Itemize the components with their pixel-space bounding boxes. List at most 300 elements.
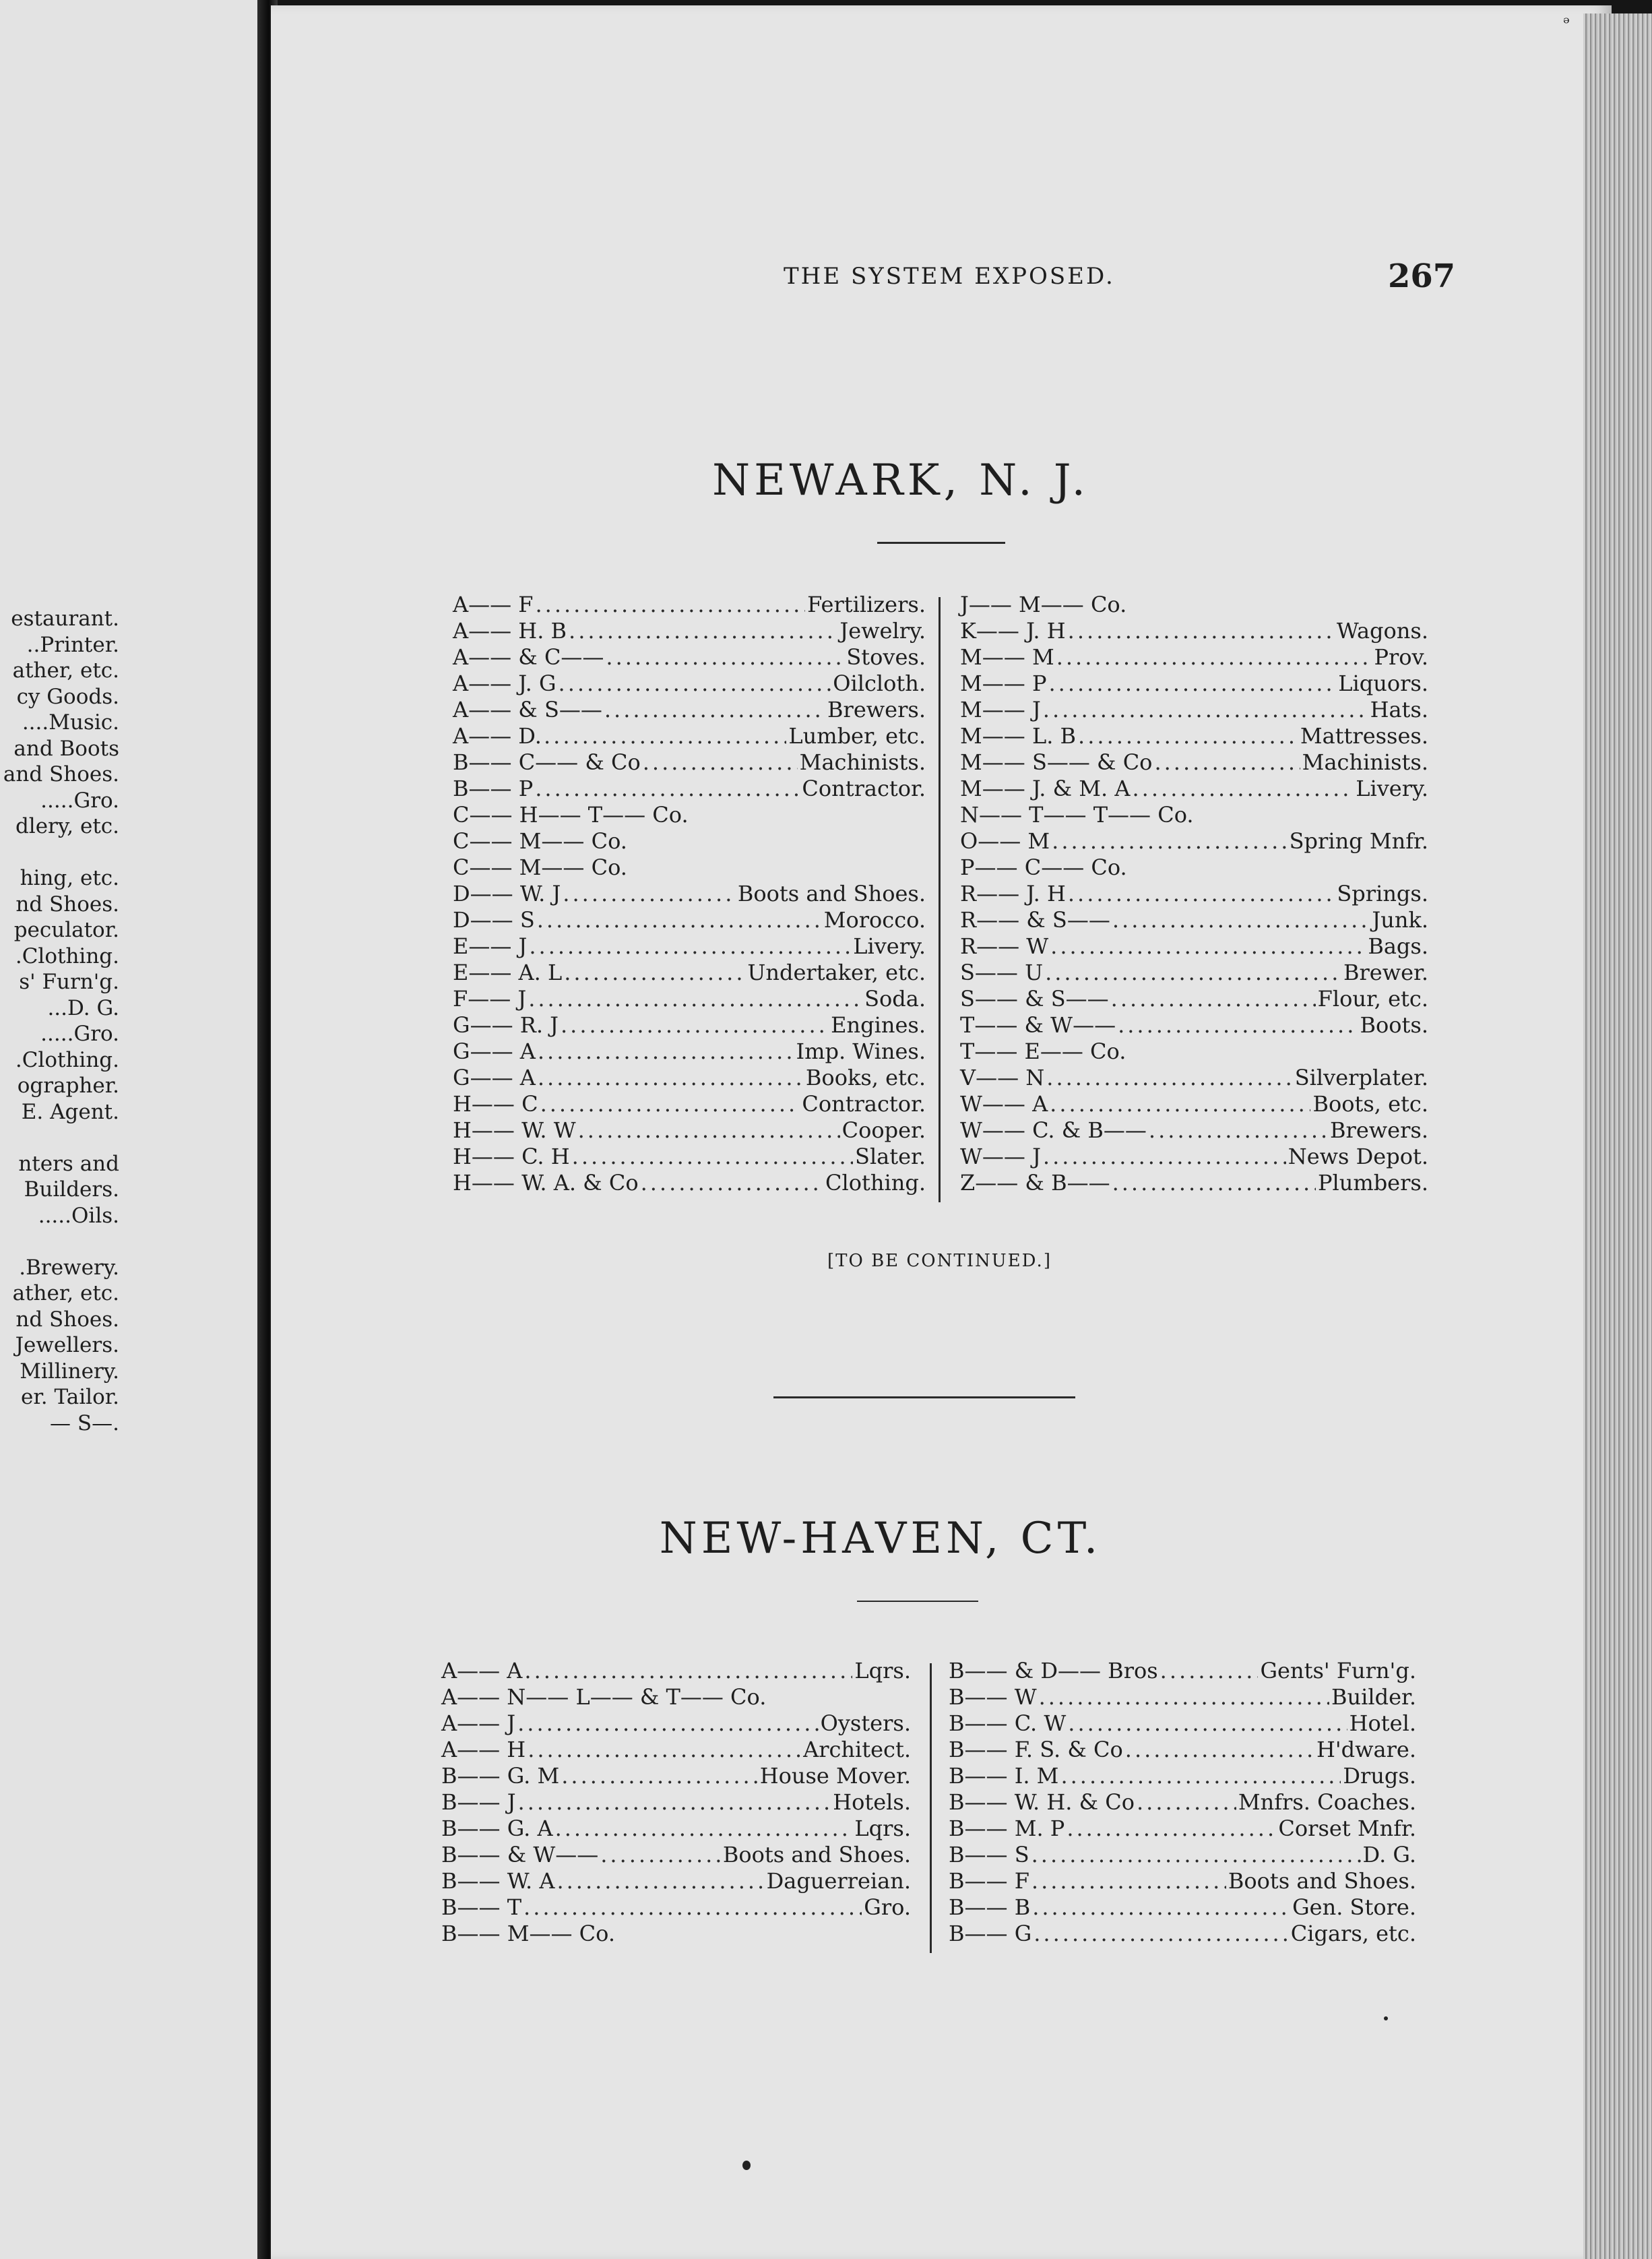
leader-dots <box>528 986 862 1012</box>
leader-dots <box>1046 1065 1292 1091</box>
entry-trade: Clothing. <box>825 1170 926 1196</box>
entry-trade: Prov. <box>1374 644 1428 670</box>
left-page-line: peculator. <box>13 918 119 942</box>
directory-entry <box>960 1117 1428 1144</box>
entry-name: B—— C. W <box>949 1710 1067 1736</box>
leader-dots <box>604 697 825 723</box>
leader-dots <box>1043 697 1368 723</box>
directory-entry <box>960 776 1428 802</box>
left-page-line: cy Goods. <box>16 684 119 709</box>
left-page-line: s' Furn'g. <box>19 970 119 994</box>
directory-entry <box>960 1039 1428 1065</box>
directory-entry <box>441 1842 911 1868</box>
entry-name: R—— J. H <box>960 881 1066 906</box>
directory-entry <box>960 1170 1428 1196</box>
directory-entry <box>949 1816 1416 1842</box>
entry-trade: Machinists. <box>799 749 926 775</box>
entry-trade: H'dware. <box>1316 1737 1416 1762</box>
new-haven-left-column <box>441 1658 911 1947</box>
leader-dots <box>578 1117 840 1144</box>
left-page-line: E. Agent. <box>21 1099 119 1124</box>
page-stack-edge <box>1583 13 1652 2259</box>
entry-trade: Stoves. <box>846 644 926 670</box>
entry-trade: Silverplater. <box>1294 1065 1428 1090</box>
entry-trade: Livery. <box>853 933 926 959</box>
directory-entry <box>453 802 926 828</box>
entry-name: T—— E—— Co. <box>960 1039 1126 1064</box>
directory-entry <box>453 855 926 881</box>
entry-name: R—— & S—— <box>960 907 1110 933</box>
leader-dots <box>559 671 831 697</box>
entry-name: B—— W. H. & Co <box>949 1789 1135 1815</box>
directory-entry <box>453 933 926 960</box>
left-page-line: ..Printer. <box>26 632 119 657</box>
entry-trade: Hotels. <box>833 1789 911 1815</box>
entry-trade: Mattresses. <box>1300 723 1428 749</box>
directory-entry <box>453 881 926 907</box>
leader-dots <box>1048 671 1336 697</box>
entry-name: B—— S <box>949 1842 1029 1867</box>
leader-dots <box>1112 1170 1316 1196</box>
directory-entry <box>960 1065 1428 1091</box>
directory-entry <box>453 776 926 802</box>
left-page-line: estaurant. <box>11 607 119 631</box>
directory-entry <box>453 1039 926 1065</box>
directory-entry <box>453 1012 926 1039</box>
running-head: THE SYSTEM EXPOSED. <box>784 263 1115 290</box>
entry-name: W—— C. & B—— <box>960 1117 1147 1143</box>
left-page-line: Jewellers. <box>15 1333 119 1357</box>
entry-name: F—— J <box>453 986 527 1012</box>
entry-name: D—— W. J <box>453 881 561 906</box>
entry-trade: Imp. Wines. <box>796 1039 926 1064</box>
left-page-line: Builders. <box>24 1177 119 1202</box>
entry-name: E—— J <box>453 933 528 959</box>
newark-column-divider <box>939 597 941 1202</box>
entry-name: H—— W. A. & Co <box>453 1170 639 1196</box>
entry-trade: Architect. <box>803 1737 911 1762</box>
entry-trade: Machinists. <box>1302 749 1428 775</box>
directory-entry <box>453 828 926 855</box>
directory-entry <box>960 749 1428 776</box>
entry-name: B—— & D—— Bros <box>949 1658 1158 1683</box>
entry-trade: Books, etc. <box>805 1065 926 1090</box>
left-page-line: dlery, etc. <box>15 814 119 838</box>
leader-dots <box>1031 1842 1361 1868</box>
directory-entry <box>453 1065 926 1091</box>
directory-entry <box>949 1921 1416 1947</box>
left-page-line: Millinery. <box>20 1359 119 1384</box>
left-page-line: ...D. G. <box>47 995 119 1020</box>
entry-trade: Boots. <box>1360 1012 1428 1038</box>
directory-entry <box>441 1710 911 1737</box>
left-page-line: .Brewery. <box>19 1255 119 1280</box>
entry-name: M—— J <box>960 697 1041 722</box>
leader-dots <box>641 1170 823 1196</box>
ink-speck <box>1384 2016 1388 2020</box>
left-page-line: .....Gro. <box>40 788 119 813</box>
leader-dots <box>557 1868 764 1894</box>
entry-trade: Livery. <box>1356 776 1428 801</box>
left-page-line: ....Music. <box>22 710 119 735</box>
directory-entry <box>453 960 926 986</box>
directory-entry <box>960 1144 1428 1170</box>
directory-entry <box>441 1816 911 1842</box>
entry-name: B—— B <box>949 1894 1031 1920</box>
entry-name: B—— M. P <box>949 1816 1065 1841</box>
leader-dots <box>517 1710 818 1737</box>
entry-name: T—— & W—— <box>960 1012 1116 1038</box>
entry-name: B—— C—— & Co <box>453 749 641 775</box>
entry-trade: Engines. <box>831 1012 926 1038</box>
directory-entry <box>453 749 926 776</box>
leader-dots <box>1111 986 1316 1012</box>
new-haven-column-divider <box>930 1663 932 1953</box>
right-page <box>271 5 1612 2259</box>
directory-entry <box>441 1921 911 1947</box>
leader-dots <box>1032 1894 1290 1921</box>
entry-trade: Hats. <box>1370 697 1428 722</box>
entry-name: G—— A <box>453 1065 536 1090</box>
entry-name: B—— T <box>441 1894 522 1920</box>
entry-trade: Daguerreian. <box>766 1868 911 1894</box>
entry-trade: Hotel. <box>1349 1710 1416 1736</box>
directory-entry <box>441 1737 911 1763</box>
leader-dots <box>535 776 800 802</box>
newark-title-rule <box>877 542 1005 544</box>
entry-name: V—— N <box>960 1065 1045 1090</box>
leader-dots <box>518 1789 831 1816</box>
left-page-line: ather, etc. <box>12 1281 119 1305</box>
entry-name: A—— A <box>441 1658 523 1683</box>
leader-dots <box>1154 749 1300 776</box>
new-haven-title: NEW-HAVEN, CT. <box>659 1514 1102 1564</box>
leader-dots <box>1068 618 1335 644</box>
entry-name: B—— F. S. & Co <box>949 1737 1123 1762</box>
left-page-line: er. Tailor. <box>21 1385 119 1409</box>
entry-name: K—— J. H <box>960 618 1066 644</box>
entry-trade: Lumber, etc. <box>788 723 926 749</box>
directory-entry <box>960 933 1428 960</box>
entry-name: H—— W. W <box>453 1117 576 1143</box>
newark-left-column <box>453 592 926 1196</box>
entry-trade: Cigars, etc. <box>1290 1921 1416 1946</box>
entry-trade: Cooper. <box>841 1117 926 1143</box>
leader-dots <box>1068 1710 1347 1737</box>
new-haven-title-rule <box>857 1601 978 1602</box>
leader-dots <box>544 723 786 749</box>
entry-name: B—— J <box>441 1789 516 1815</box>
entry-name: C—— M—— Co. <box>453 828 627 854</box>
entry-name: A—— F <box>453 592 534 617</box>
leader-dots <box>1149 1117 1328 1144</box>
leader-dots <box>564 960 745 986</box>
directory-entry <box>453 697 926 723</box>
leader-dots <box>1034 1921 1289 1947</box>
entry-name: W—— A <box>960 1091 1048 1117</box>
directory-entry <box>960 1012 1428 1039</box>
directory-entry <box>453 1170 926 1196</box>
entry-name: M—— S—— & Co <box>960 749 1153 775</box>
directory-entry <box>453 644 926 671</box>
directory-entry <box>441 1868 911 1894</box>
directory-entry <box>453 1144 926 1170</box>
directory-entry <box>949 1842 1416 1868</box>
directory-entry <box>960 1091 1428 1117</box>
entry-name: B—— G. M <box>441 1763 560 1789</box>
entry-trade: Mnfrs. Coaches. <box>1238 1789 1416 1815</box>
directory-entry <box>453 1117 926 1144</box>
entry-trade: Slater. <box>855 1144 926 1169</box>
leader-dots <box>1043 1144 1286 1170</box>
directory-entry <box>453 907 926 933</box>
leader-dots <box>561 1012 829 1039</box>
leader-dots <box>1118 1012 1358 1039</box>
entry-trade: News Depot. <box>1288 1144 1428 1169</box>
entry-trade: Contractor. <box>802 776 926 801</box>
entry-trade: Boots and Shoes. <box>737 881 926 906</box>
entry-trade: Wagons. <box>1336 618 1428 644</box>
leader-dots <box>1133 776 1354 802</box>
entry-name: B—— W. A <box>441 1868 555 1894</box>
to-be-continued-note: [TO BE CONTINUED.] <box>827 1251 1052 1271</box>
leader-dots <box>1137 1789 1236 1816</box>
leader-dots <box>600 1842 721 1868</box>
directory-entry <box>960 592 1428 618</box>
leader-dots <box>561 1763 757 1789</box>
entry-name: O—— M <box>960 828 1050 854</box>
directory-entry <box>960 986 1428 1012</box>
entry-name: D—— S <box>453 907 535 933</box>
entry-name: B—— G <box>949 1921 1032 1946</box>
directory-entry <box>441 1684 911 1710</box>
entry-name: A—— J <box>441 1710 516 1736</box>
entry-name: B—— & W—— <box>441 1842 599 1867</box>
directory-entry <box>949 1868 1416 1894</box>
new-haven-right-column <box>949 1658 1416 1947</box>
entry-name: M—— M <box>960 644 1054 670</box>
entry-name: B—— F <box>949 1868 1029 1894</box>
entry-trade: Plumbers. <box>1317 1170 1428 1196</box>
entry-name: A—— D. <box>453 723 542 749</box>
leader-dots <box>529 933 851 960</box>
directory-entry <box>453 1091 926 1117</box>
leader-dots <box>1125 1737 1314 1763</box>
leader-dots <box>1045 960 1341 986</box>
entry-trade: Bags. <box>1368 933 1428 959</box>
leader-dots <box>569 618 837 644</box>
entry-name: M—— L. B <box>960 723 1077 749</box>
entry-name: R—— W <box>960 933 1049 959</box>
leader-dots <box>606 644 844 671</box>
directory-entry <box>441 1789 911 1816</box>
directory-entry <box>960 881 1428 907</box>
section-separator-rule <box>773 1396 1075 1398</box>
leader-dots <box>1068 881 1335 907</box>
leader-dots <box>1039 1684 1329 1710</box>
entry-trade: Contractor. <box>802 1091 926 1117</box>
entry-trade: Corset Mnfr. <box>1278 1816 1416 1841</box>
entry-name: M—— J. & M. A <box>960 776 1131 801</box>
left-page-line: ather, etc. <box>12 658 119 683</box>
entry-trade: Lqrs. <box>854 1816 911 1841</box>
entry-name: N—— T—— T—— Co. <box>960 802 1194 828</box>
directory-entry <box>441 1894 911 1921</box>
entry-trade: Springs. <box>1337 881 1428 906</box>
directory-entry <box>949 1763 1416 1789</box>
leader-dots <box>524 1658 852 1684</box>
newark-title: NEWARK, N. J. <box>712 456 1089 505</box>
entry-trade: Gro. <box>864 1894 911 1920</box>
corner-mark: ᵊ <box>1563 13 1570 34</box>
entry-name: B—— G. A <box>441 1816 553 1841</box>
left-page-line: hing, etc. <box>20 866 119 890</box>
leader-dots <box>1160 1658 1259 1684</box>
entry-trade: Fertilizers. <box>807 592 926 617</box>
entry-trade: Brewer. <box>1343 960 1428 985</box>
entry-name: J—— M—— Co. <box>960 592 1127 617</box>
leader-dots <box>555 1816 853 1842</box>
directory-entry <box>960 828 1428 855</box>
entry-trade: Brewers. <box>1330 1117 1428 1143</box>
entry-name: A—— N—— L—— & T—— Co. <box>441 1684 767 1710</box>
directory-entry <box>960 960 1428 986</box>
ink-speck <box>742 2161 751 2170</box>
left-page-line: and Shoes. <box>3 762 119 786</box>
directory-entry <box>949 1894 1416 1921</box>
leader-dots <box>572 1144 853 1170</box>
entry-name: G—— A <box>453 1039 536 1064</box>
entry-trade: Gents' Furn'g. <box>1260 1658 1416 1683</box>
left-page-line: and Boots <box>13 736 119 761</box>
directory-entry <box>453 618 926 644</box>
leader-dots <box>538 1065 804 1091</box>
entry-name: H—— C. H <box>453 1144 570 1169</box>
left-page-line: nters and <box>18 1151 119 1176</box>
left-page-fragment <box>0 0 257 2259</box>
entry-name: C—— M—— Co. <box>453 855 627 880</box>
leader-dots <box>1031 1868 1226 1894</box>
entry-name: P—— C—— Co. <box>960 855 1127 880</box>
entry-name: M—— P <box>960 671 1047 696</box>
entry-trade: Oilcloth. <box>833 671 926 696</box>
entry-name: A—— H <box>441 1737 526 1762</box>
entry-trade: Undertaker, etc. <box>747 960 926 985</box>
entry-name: Z—— & B—— <box>960 1170 1110 1196</box>
entry-name: B—— M—— Co. <box>441 1921 615 1946</box>
entry-trade: Drugs. <box>1343 1763 1416 1789</box>
leader-dots <box>643 749 798 776</box>
leader-dots <box>1050 1091 1310 1117</box>
directory-entry <box>960 855 1428 881</box>
entry-name: S—— & S—— <box>960 986 1109 1012</box>
directory-entry <box>960 802 1428 828</box>
entry-name: B—— I. M <box>949 1763 1059 1789</box>
newark-right-column <box>960 592 1428 1196</box>
entry-name: A—— H. B <box>453 618 567 644</box>
entry-name: W—— J <box>960 1144 1041 1169</box>
entry-trade: D. G. <box>1362 1842 1416 1867</box>
directory-entry <box>453 723 926 749</box>
entry-name: B—— W <box>949 1684 1037 1710</box>
entry-trade: Lqrs. <box>854 1658 911 1683</box>
directory-entry <box>960 644 1428 671</box>
entry-trade: Gen. Store. <box>1292 1894 1416 1920</box>
entry-trade: Boots and Shoes. <box>722 1842 911 1867</box>
left-page-line: .....Gro. <box>40 1022 119 1046</box>
leader-dots <box>563 881 736 907</box>
entry-name: S—— U <box>960 960 1044 985</box>
directory-entry <box>960 697 1428 723</box>
left-page-line: .Clothing. <box>15 943 119 968</box>
directory-entry <box>453 986 926 1012</box>
entry-trade: Junk. <box>1372 907 1428 933</box>
entry-name: A—— & C—— <box>453 644 604 670</box>
entry-trade: Boots and Shoes. <box>1228 1868 1416 1894</box>
entry-trade: Oysters. <box>820 1710 911 1736</box>
entry-trade: Liquors. <box>1338 671 1428 696</box>
leader-dots <box>537 907 822 933</box>
entry-name: A—— & S—— <box>453 697 602 722</box>
entry-trade: Brewers. <box>827 697 926 722</box>
directory-entry <box>949 1789 1416 1816</box>
directory-entry <box>949 1658 1416 1684</box>
directory-entry <box>453 671 926 697</box>
entry-name: C—— H—— T—— Co. <box>453 802 689 828</box>
directory-entry <box>441 1658 911 1684</box>
entry-name: B—— P <box>453 776 534 801</box>
leader-dots <box>1067 1816 1276 1842</box>
directory-entry <box>960 907 1428 933</box>
directory-entry <box>949 1737 1416 1763</box>
leader-dots <box>1078 723 1298 749</box>
leader-dots <box>538 1039 794 1065</box>
left-page-line: .....Oils. <box>38 1203 119 1228</box>
directory-entry <box>960 618 1428 644</box>
directory-entry <box>949 1684 1416 1710</box>
leader-dots <box>528 1737 801 1763</box>
leader-dots <box>535 592 805 618</box>
entry-name: A—— J. G <box>453 671 557 696</box>
directory-entry <box>441 1763 911 1789</box>
entry-trade: Flour, etc. <box>1317 986 1428 1012</box>
entry-name: G—— R. J <box>453 1012 559 1038</box>
entry-trade: Soda. <box>864 986 926 1012</box>
entry-name: E—— A. L <box>453 960 563 985</box>
page-number: 267 <box>1388 257 1456 295</box>
left-page-line: nd Shoes. <box>15 1307 119 1332</box>
entry-trade: Jewelry. <box>839 618 926 644</box>
leader-dots <box>1052 828 1287 855</box>
directory-entry <box>453 592 926 618</box>
leader-dots <box>540 1091 800 1117</box>
entry-trade: Morocco. <box>823 907 926 933</box>
directory-entry <box>960 723 1428 749</box>
entry-trade: House Mover. <box>759 1763 911 1789</box>
leader-dots <box>1050 933 1366 960</box>
left-page-line: nd Shoes. <box>15 892 119 917</box>
directory-entry <box>949 1710 1416 1737</box>
entry-trade: Builder. <box>1331 1684 1416 1710</box>
leader-dots <box>523 1894 862 1921</box>
entry-name: H—— C <box>453 1091 538 1117</box>
entry-trade: Spring Mnfr. <box>1289 828 1428 854</box>
left-page-line: — S—. <box>50 1411 119 1435</box>
directory-entry <box>960 671 1428 697</box>
left-page-line: ographer. <box>17 1074 119 1098</box>
left-page-line: .Clothing. <box>15 1047 119 1072</box>
leader-dots <box>1056 644 1372 671</box>
